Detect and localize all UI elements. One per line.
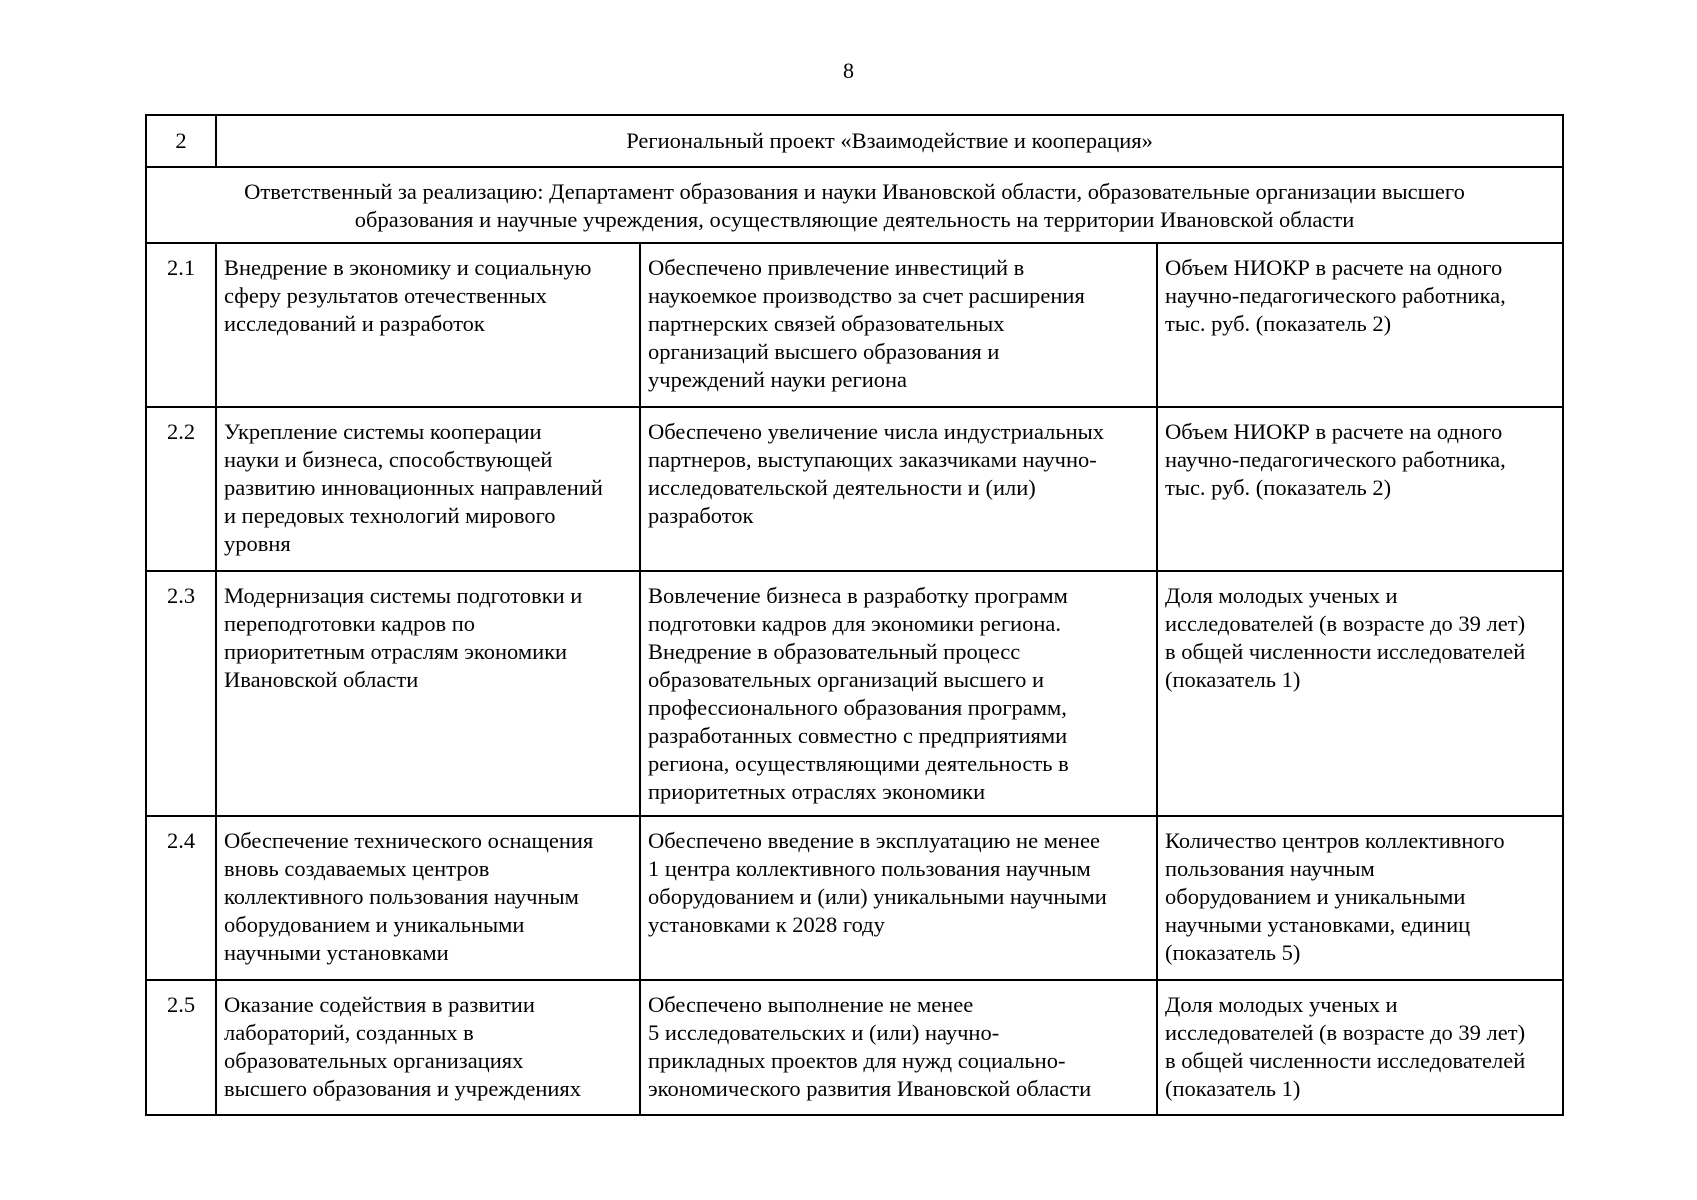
- table-row: [146, 980, 1563, 1115]
- row-number: 2.4: [146, 816, 216, 980]
- task-cell: Оказание содействия в развитии лабораторий, созданных в образовательных организациях высшего образования и учреждениях: [216, 980, 640, 1115]
- row-number: 2.2: [146, 407, 216, 571]
- responsible-text: Ответственный за реализацию: Департамент образования и науки Ивановской области, образовательные организации высшего образования и научные учреждения, осуществляющие деятельность на территории Ивановской области: [146, 167, 1563, 243]
- row-number: 2.5: [146, 980, 216, 1115]
- task-cell: Внедрение в экономику и социальную сферу результатов отечественных исследований и разработок: [216, 243, 640, 407]
- responsible-row: [146, 167, 1563, 243]
- section-header-row: [146, 115, 1563, 167]
- page-number: 8: [843, 58, 854, 83]
- row-number: 2.3: [146, 571, 216, 816]
- indicator-cell: Количество центров коллективного пользования научным оборудованием и уникальными научными установками, единиц (показатель 5): [1157, 816, 1563, 980]
- result-cell: Вовлечение бизнеса в разработку программ подготовки кадров для экономики региона. Внедрение в образовательный процесс образовательных организаций высшего и профессионального образования программ, разработанных совместно с предприятиями региона, осуществляющими деятельность в приоритетных отраслях экономики: [640, 571, 1157, 816]
- indicator-cell: Объем НИОКР в расчете на одного научно-педагогического работника, тыс. руб. (показатель 2): [1157, 407, 1563, 571]
- section-number: 2: [146, 115, 216, 167]
- result-cell: Обеспечено увеличение числа индустриальных партнеров, выступающих заказчиками научно- исследовательской деятельности и (или) разработок: [640, 407, 1157, 571]
- task-cell: Модернизация системы подготовки и переподготовки кадров по приоритетным отраслям экономики Ивановской области: [216, 571, 640, 816]
- table-row: [146, 816, 1563, 980]
- indicator-cell: Доля молодых ученых и исследователей (в возрасте до 39 лет) в общей численности исследователей (показатель 1): [1157, 571, 1563, 816]
- indicator-cell: Доля молодых ученых и исследователей (в возрасте до 39 лет) в общей численности исследователей (показатель 1): [1157, 980, 1563, 1115]
- task-cell: Укрепление системы кооперации науки и бизнеса, способствующей развитию инновационных направлений и передовых технологий мирового уровня: [216, 407, 640, 571]
- result-cell: Обеспечено введение в эксплуатацию не менее 1 центра коллективного пользования научным оборудованием и (или) уникальными научными установками к 2028 году: [640, 816, 1157, 980]
- indicator-cell: Объем НИОКР в расчете на одного научно-педагогического работника, тыс. руб. (показатель 2): [1157, 243, 1563, 407]
- result-cell: Обеспечено привлечение инвестиций в наукоемкое производство за счет расширения партнерских связей образовательных организаций высшего образования и учреждений науки региона: [640, 243, 1157, 407]
- table-row: [146, 243, 1563, 407]
- table-row: [146, 407, 1563, 571]
- project-table: [145, 114, 1564, 1116]
- row-number: 2.1: [146, 243, 216, 407]
- result-cell: Обеспечено выполнение не менее 5 исследовательских и (или) научно- прикладных проектов для нужд социально- экономического развития Ивановской области: [640, 980, 1157, 1115]
- table-row: [146, 571, 1563, 816]
- task-cell: Обеспечение технического оснащения вновь создаваемых центров коллективного пользования научным оборудованием и уникальными научными установками: [216, 816, 640, 980]
- section-title: Региональный проект «Взаимодействие и кооперация»: [216, 115, 1563, 167]
